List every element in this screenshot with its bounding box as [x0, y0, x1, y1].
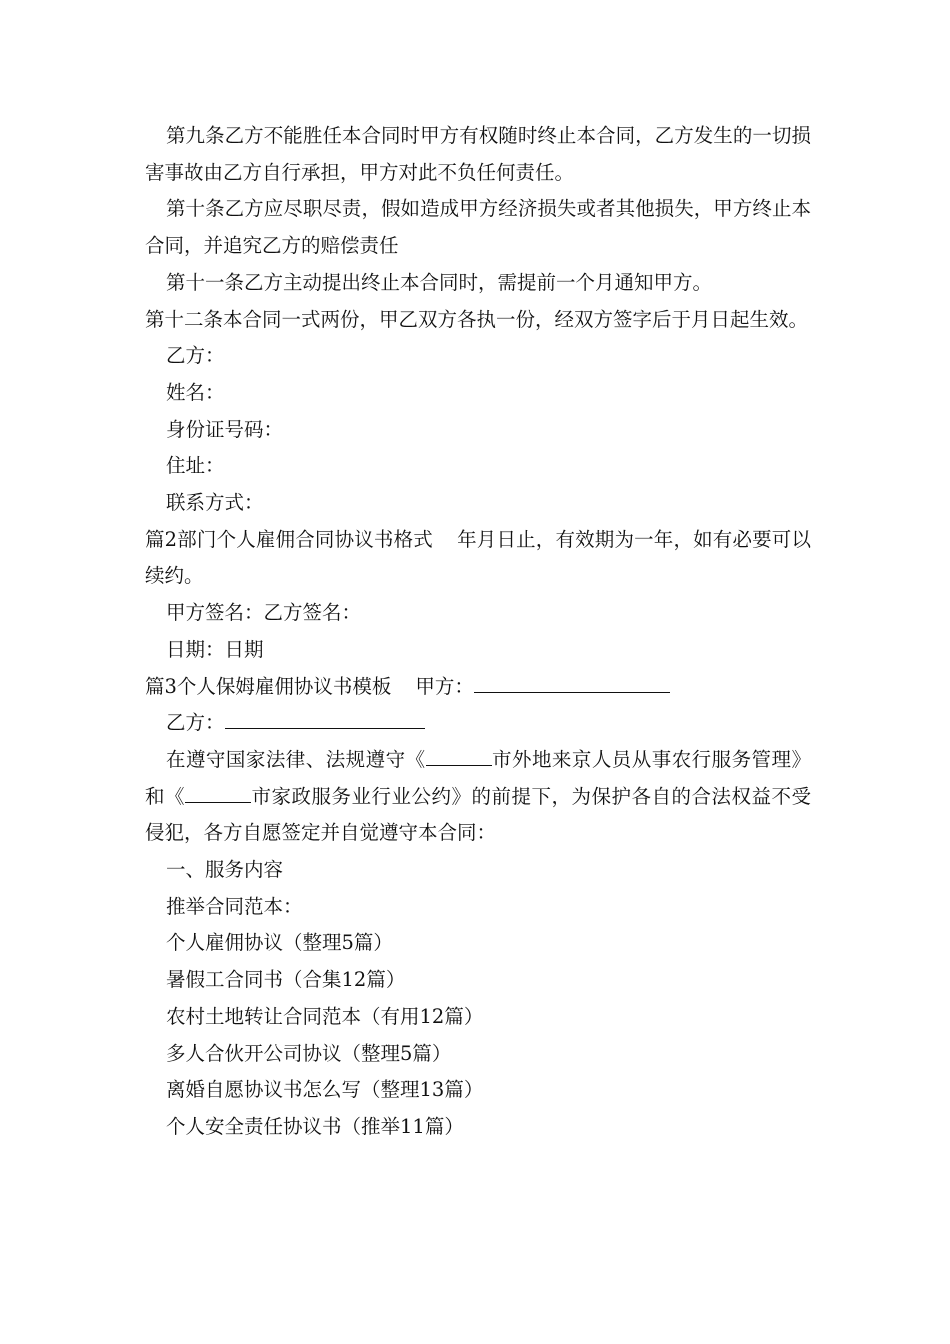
article-9: 第九条乙方不能胜任本合同时甲方有权随时终止本合同，乙方发生的一切损害事故由乙方自行承担，甲方对此不负任何责任。 [145, 124, 811, 184]
article-12: 第十二条本合同一式两份，甲乙双方各执一份，经双方签字后于月日起生效。 [145, 307, 809, 331]
chapter-3-party-a-label: 甲方： [415, 674, 474, 698]
recommend-item[interactable]: 离婚自愿协议书怎么写（整理13篇） [166, 1078, 484, 1102]
intro-part-2: 市外地来京人员从事农行服务管理》和《 [145, 747, 811, 808]
party-b-label: 乙方： [166, 344, 225, 368]
chapter-2-title: 篇2部门个人雇佣合同协议书格式 [145, 527, 433, 551]
recommend-item[interactable]: 多人合伙开公司协议（整理5篇） [166, 1041, 452, 1065]
recommend-item[interactable]: 个人雇佣协议（整理5篇） [166, 931, 393, 955]
chapter-2-paragraph [145, 522, 811, 595]
chapter-3-heading-line [145, 669, 811, 706]
party-b-blank [225, 708, 425, 729]
name-label: 姓名： [166, 380, 225, 404]
chapter-3-intro [145, 742, 811, 852]
recommend-item[interactable]: 个人安全责任协议书（推举11篇） [166, 1114, 464, 1138]
chapter-3-party-b-label: 乙方： [166, 711, 225, 735]
recommend-title: 推举合同范本： [166, 894, 303, 918]
date-line: 日期：日期 [166, 637, 264, 661]
intro-part-1: 在遵守国家法律、法规遵守《 [166, 747, 426, 771]
recommend-item[interactable]: 农村土地转让合同范本（有用12篇） [166, 1004, 484, 1028]
article-11: 第十一条乙方主动提出终止本合同时，需提前一个月通知甲方。 [166, 270, 713, 294]
article-10: 第十条乙方应尽职尽责，假如造成甲方经济损失或者其他损失，甲方终止本合同，并追究乙方的赔偿责任 [145, 197, 811, 258]
city-blank-1 [426, 744, 492, 765]
id-number-label: 身份证号码： [166, 417, 284, 441]
recommend-item[interactable]: 暑假工合同书（合集12篇） [166, 968, 406, 992]
intro-part-3: 市家政服务业行业公约》的前提下，为保护各自的合法权益不受侵犯，各方自愿签定并自觉遵守本合同： [145, 784, 811, 845]
document-body [145, 118, 811, 1146]
signature-line: 甲方签名：乙方签名： [166, 601, 362, 625]
address-label: 住址： [166, 454, 225, 478]
chapter-3-party-b-line [145, 705, 811, 742]
contact-label: 联系方式： [166, 491, 264, 515]
city-blank-2 [185, 781, 251, 802]
party-a-blank [474, 671, 670, 692]
section-1-heading: 一、服务内容 [166, 858, 284, 882]
chapter-2-text: 年月日止，有效期为一年，如有必要可以续约。 [145, 527, 811, 588]
chapter-3-title: 篇3个人保姆雇佣协议书模板 [145, 674, 392, 698]
